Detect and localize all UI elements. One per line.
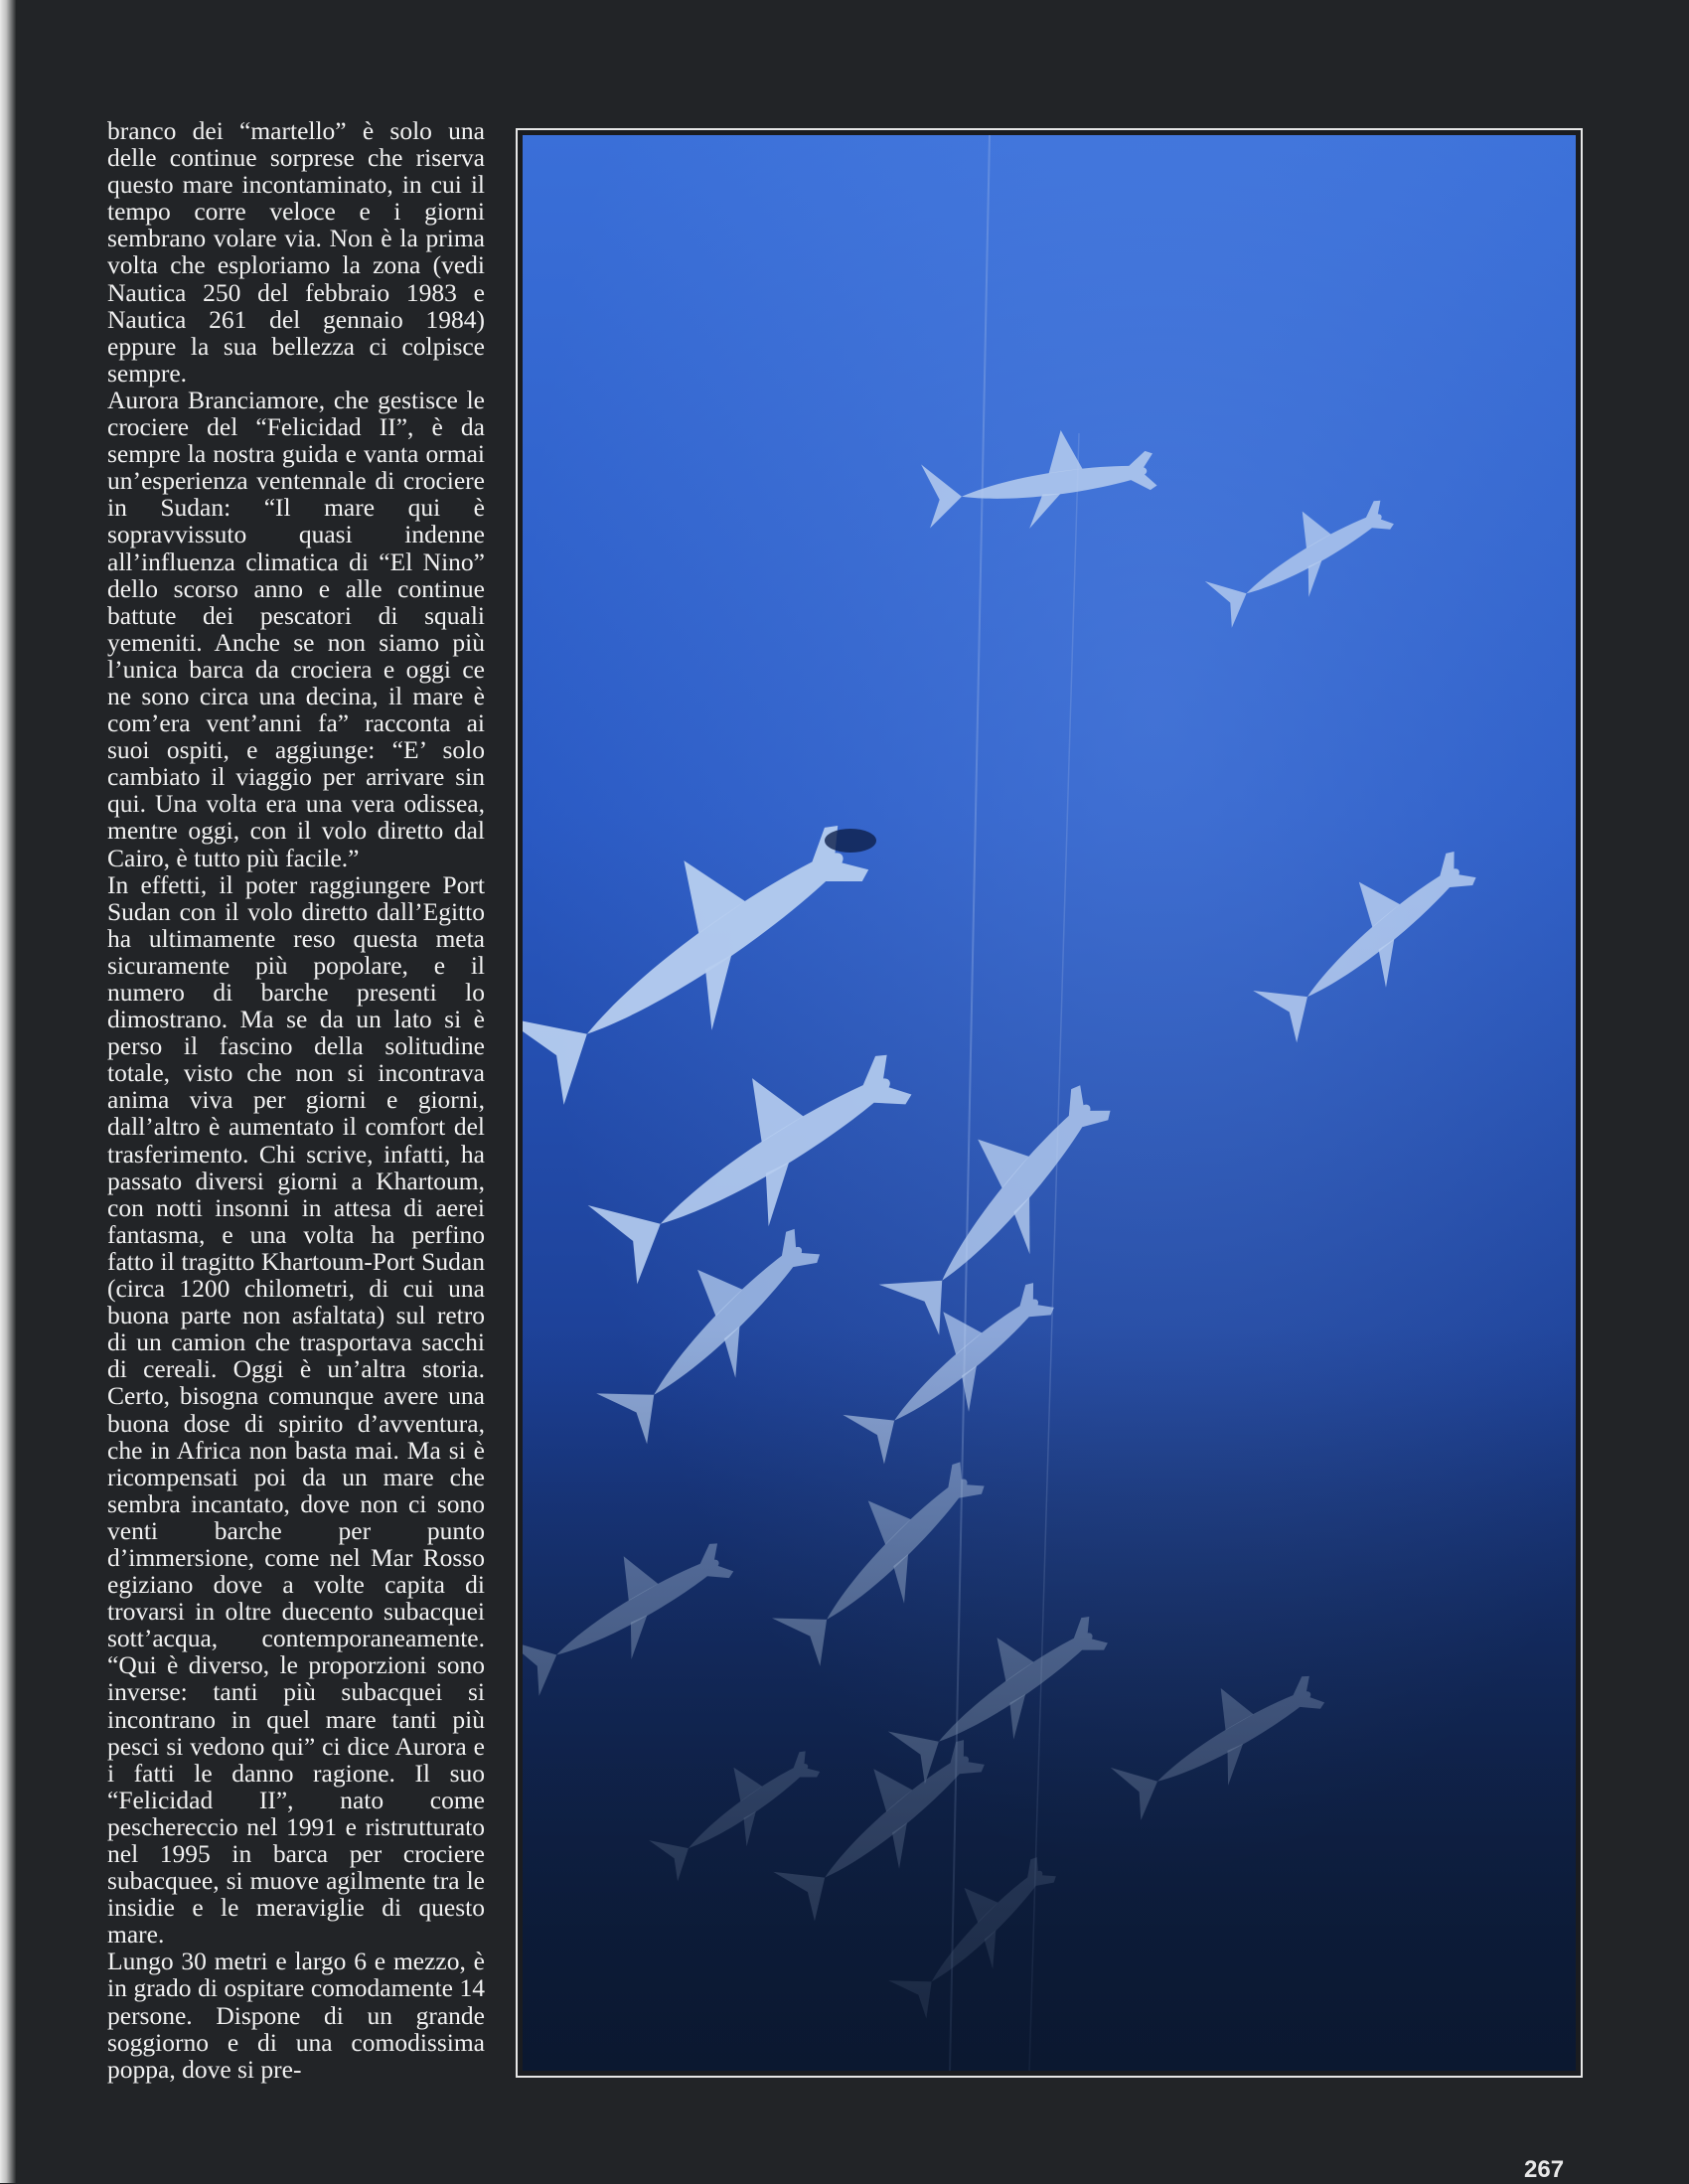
article-paragraph-2: Aurora Branciamore, che gestisce le crociere del “Felicidad II”, è da sempre la nostra guida e vanta ormai un’esperienza ventennale di crociere in Sudan: “Il mare qui è sopravvissuto quasi indenne all’influenza climatica di “El Nino” dello scorso anno e alle continue battute dei pescatori di squali yemeniti. Anche se non siamo più l’unica barca da crociera e oggi ce ne sono circa una decina, il mare è com’era vent’anni fa” racconta ai suoi ospiti, e aggiunge: “E’ solo cambiato il viaggio per arrivare sin qui. Una volta era una vera odissea, mentre oggi, con il volo diretto dal Cairo, è tutto più facile.”	[107, 385, 485, 872]
article-paragraph-4: Lungo 30 metri e largo 6 e mezzo, è in grado di ospitare comodamente 14 persone. Dispone di un grande soggiorno e di una comodissima poppa, dove si pre-	[107, 1947, 485, 2084]
depth-fade	[523, 1327, 1576, 2071]
hammerhead-sharks-photo	[523, 135, 1576, 2071]
article-paragraph-1: branco dei “martello” è solo una delle continue sorprese che riserva questo mare incontaminato, in cui il tempo corre veloce e i giorni sembrano volare via. Non è la prima volta che esploriamo la zona (vedi Nautica 250 del febbraio 1983 e Nautica 261 del gennaio 1984) eppure la sua bellezza ci colpisce sempre.	[107, 116, 485, 388]
page-number: 267	[1524, 2156, 1565, 2183]
photo-frame	[516, 128, 1583, 2078]
small-fish	[825, 829, 876, 853]
article-paragraph-3: In effetti, il poter raggiungere Port Sudan con il volo diretto dall’Egitto ha ultimamente reso questa meta sicuramente più popolare, e il numero di barche presenti lo dimostrano. Ma se da un lato si è perso il fascino della solitudine totale, visto che non si incontrava anima viva per giorni e giorni, dall’altro è aumentato il comfort del trasferimento. Chi scrive, infatti, ha passato diversi giorni a Khartoum, con notti insonni in attesa di aerei fantasma, e una volta ha perfino fatto il tragitto Khartoum-Port Sudan (circa 1200 chilometri, di cui una buona parte non asfaltata) sul retro di un camion che trasportava sacchi di cereali. Oggi è un’altra storia. Certo, bisogna comunque avere una buona dose di spirito d’avventura, che in Africa non basta mai. Ma si è ricompensati poi da un mare che sembra incantato, dove non ci sono venti barche per punto d’immersione, come nel Mar Rosso egiziano dove a volte capita di trovarsi in oltre duecento subacquei sott’acqua, contemporaneamente. “Qui è diverso, le proporzioni sono inverse: tanti più subacquei si incontrano in quel mare tanti più pesci si vedono qui” ci dice Aurora e i fatti le danno ragione. Il suo “Felicidad II”, nato come peschereccio nel 1991 e ristrutturato nel 1995 in barca per crociere subacquee, si muove agilmente tra le insidie e le meraviglie di questo mare.	[107, 869, 485, 1950]
page-edge	[0, 0, 16, 2183]
article-text-column	[107, 117, 485, 2083]
